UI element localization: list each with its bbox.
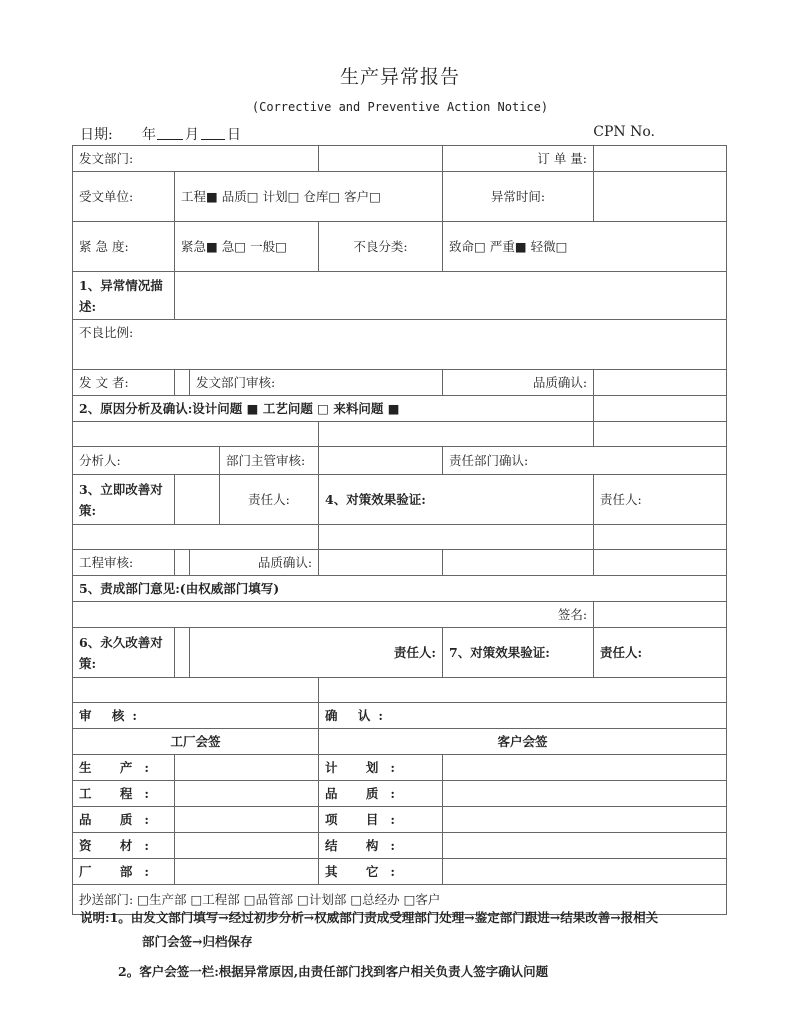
day-label: 日 [227,127,241,143]
day-blank[interactable] [201,124,225,140]
section-3-blank[interactable] [73,525,319,550]
section-7-responsible-label: 责任人: [594,628,727,678]
urgency-label: 紧 急 度: [73,222,175,272]
customer-other-value[interactable] [443,859,727,885]
factory-materials-label: 资 材: [73,833,175,859]
section-4-label: 4、对策效果验证: [319,475,594,525]
quality-confirm2-label: 品质确认: [190,550,319,576]
section-6-value-a[interactable] [175,628,190,678]
signature-value[interactable] [594,602,727,628]
factory-quality-label: 品 质: [73,807,175,833]
month-blank[interactable] [157,124,183,140]
factory-materials-value[interactable] [175,833,319,859]
factory-plant-value[interactable] [175,859,319,885]
note-line-1: 说明:1。由发文部门填写→经过初步分析→权威部门责成受理部门处理→鉴定部门跟进→结果改善→报相关 [80,910,659,925]
issuer-label: 发 文 者: [73,370,175,396]
section-1-value[interactable] [175,272,727,320]
customer-other-label: 其 它: [319,859,443,885]
defect-ratio-cell[interactable]: 不良比例: [73,320,727,370]
page-subtitle: (Corrective and Preventive Action Notice) [251,100,549,114]
abnormal-time-label: 异常时间: [443,172,594,222]
dept-head-review-label: 部门主管审核: [220,447,319,475]
eng-review-label: 工程审核: [73,550,175,576]
eng-review-blank-a[interactable] [443,550,594,576]
section-2-blank-a[interactable] [73,422,319,447]
section-4-blank-a[interactable] [319,525,594,550]
customer-sign-header: 客户会签 [319,729,727,755]
customer-project-value[interactable] [443,807,727,833]
customer-planning-value[interactable] [443,755,727,781]
section-6-responsible-label: 责任人: [190,628,443,678]
instructions [80,906,730,984]
customer-structure-value[interactable] [443,833,727,859]
quality-confirm-label: 品质确认: [443,370,594,396]
section-4-blank-b[interactable] [594,525,727,550]
report-form [72,145,727,915]
confirm-label: 确 认: [319,703,727,729]
section-3-value[interactable] [175,475,220,525]
section-5-label: 5、责成部门意见:(由权威部门填写) [73,576,727,602]
section-7-blank[interactable] [319,678,727,703]
section-7-label: 7、对策效果验证: [443,628,594,678]
defect-class-label: 不良分类: [319,222,443,272]
factory-sign-header: 工厂会签 [73,729,319,755]
section-6-label: 6、永久改善对策: [73,628,175,678]
factory-production-value[interactable] [175,755,319,781]
cpn-label: CPN No. [593,124,655,140]
note-line-2: 2。客户会签一栏:根据异常原因,由责任部门找到客户相关负责人签字确认问题 [118,964,549,979]
section-6-blank[interactable] [73,678,319,703]
year-label: 年 [142,127,156,143]
section-4-responsible-label: 责任人: [594,475,727,525]
customer-planning-label: 计 划: [319,755,443,781]
date-label: 日期: [80,127,113,143]
section-3-label: 3、立即改善对策: [73,475,175,525]
note-line-1b: 部门会签→归档保存 [142,934,253,949]
factory-production-label: 生 产: [73,755,175,781]
receiving-unit-label: 受文单位: [73,172,175,222]
month-label: 月 [185,127,199,143]
section-2-value[interactable] [594,396,727,422]
order-qty-value[interactable] [594,146,727,172]
factory-quality-value[interactable] [175,807,319,833]
customer-project-label: 项 目: [319,807,443,833]
issuer-value[interactable] [175,370,190,396]
defect-class-options[interactable]: 致命□ 严重■ 轻微□ [443,222,727,272]
section-2-blank-c[interactable] [594,422,727,447]
analyst-label: 分析人: [73,447,220,475]
resp-dept-confirm-label: 责任部门确认: [443,447,727,475]
review-label: 审 核: [73,703,319,729]
quality-confirm2-value[interactable] [319,550,443,576]
customer-quality-value[interactable] [443,781,727,807]
customer-quality-label: 品 质: [319,781,443,807]
abnormal-time-value[interactable] [594,172,727,222]
section-3-responsible-label: 责任人: [220,475,319,525]
issuing-dept-value[interactable] [319,146,443,172]
issuing-review-label: 发文部门审核: [190,370,443,396]
signature-label: 签名: [73,602,594,628]
issuing-dept-cell: 发文部门: [73,146,319,172]
page-title: 生产异常报告 [339,66,460,88]
factory-plant-label: 厂 部: [73,859,175,885]
urgency-options[interactable]: 紧急■ 急□ 一般□ [175,222,319,272]
receiving-unit-options[interactable]: 工程■ 品质□ 计划□ 仓库□ 客户□ [175,172,443,222]
section-2-label[interactable]: 2、原因分析及确认:设计问题 ■ 工艺问题 □ 来料问题 ■ [73,396,594,422]
factory-engineering-value[interactable] [175,781,319,807]
dept-head-review-value[interactable] [319,447,443,475]
cc-departments[interactable]: 抄送部门: □生产部 □工程部 □品管部 □计划部 □总经办 □客户 [73,885,727,915]
customer-structure-label: 结 构: [319,833,443,859]
section-2-blank-b[interactable] [319,422,594,447]
eng-review-value[interactable] [175,550,190,576]
date-row [80,124,725,144]
quality-confirm-value[interactable] [594,370,727,396]
order-qty-label: 订 单 量: [443,146,594,172]
factory-engineering-label: 工 程: [73,781,175,807]
eng-review-blank-b[interactable] [594,550,727,576]
section-1-label: 1、异常情况描述: [73,272,175,320]
